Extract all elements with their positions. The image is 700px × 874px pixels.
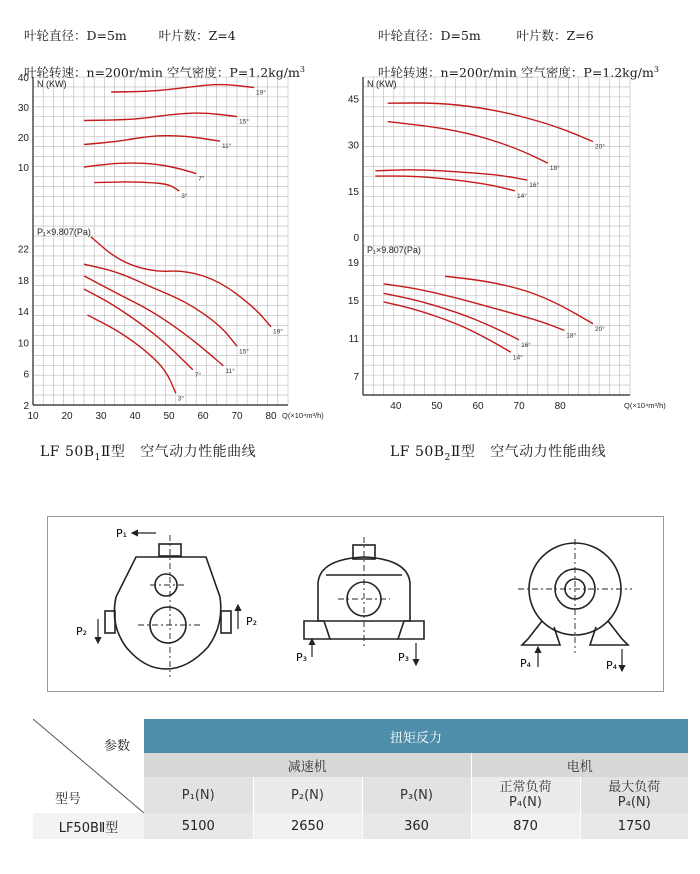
reducer-header: 减速机	[144, 753, 471, 777]
col-p2: P₂(N)	[253, 777, 362, 813]
right-lower-y-tick-label: 11	[348, 334, 359, 345]
cell-p4-max: 1750	[580, 813, 688, 839]
right-upper-curve-label: 14°	[516, 192, 527, 200]
right-header-blades: 叶片数：Z=6	[516, 28, 594, 43]
corner-diagonal	[33, 719, 144, 813]
right-header-diameter: 叶轮直径：D=5m	[377, 28, 481, 43]
col-p4-normal-line1: 正常负荷	[499, 780, 552, 795]
left-x-tick-label: 40	[129, 411, 141, 422]
right-upper-y-axis-label: N (KW)	[367, 79, 397, 89]
reducer-side-view	[105, 535, 231, 677]
right-caption-model: LF 50B	[390, 444, 445, 460]
force-diagram	[48, 517, 663, 691]
left-caption-title: 空气动力性能曲线	[140, 444, 257, 460]
left-lower-y-axis-label: P₁×9.807(Pa)	[37, 227, 91, 237]
left-x-tick-label: 50	[163, 411, 175, 422]
left-caption-model: LF 50B	[40, 444, 95, 460]
p2-left-label: P₂	[76, 625, 88, 638]
left-x-tick-label: 20	[61, 411, 73, 422]
force-diagram-panel	[47, 516, 664, 692]
right-header-density: 空气密度：P=1.2kg/m	[520, 65, 654, 81]
col-p1: P₁(N)	[144, 777, 253, 813]
cell-p1: 5100	[144, 813, 253, 839]
left-upper-curve-label: 11°	[222, 143, 232, 151]
right-upper-curve-label: 20°	[595, 143, 605, 151]
left-lower-curve-7deg	[84, 289, 193, 370]
left-header-diameter: 叶轮直径：D=5m	[23, 28, 127, 43]
left-header-speed: 叶轮转速：n=200r/min	[23, 65, 163, 81]
right-lower-y-tick-label: 15	[347, 296, 359, 307]
left-upper-curve-label: 3°	[181, 193, 188, 200]
right-lower-curve-18deg	[384, 284, 565, 331]
p4-left-label: P₄	[520, 657, 532, 670]
motor-end-view	[518, 539, 632, 653]
left-chart-caption	[40, 441, 256, 463]
right-caption-suffix: Ⅱ型	[450, 444, 476, 460]
right-lower-curve-label: 16°	[521, 341, 531, 349]
left-upper-curve-7deg	[84, 163, 196, 174]
right-upper-curve-label: 16°	[529, 182, 540, 190]
right-upper-curve-18deg	[388, 122, 548, 164]
right-upper-y-tick-label: 0	[353, 233, 359, 244]
motor-header: 电机	[471, 753, 688, 777]
corner-param-label: 参数	[103, 739, 130, 754]
p2-right-label: P₂	[246, 615, 258, 628]
right-upper-y-tick-label: 45	[347, 94, 359, 106]
right-lower-curve-label: 20°	[595, 325, 605, 333]
cell-p4-normal: 870	[471, 813, 580, 839]
right-x-tick-label: 70	[513, 401, 525, 412]
left-upper-y-tick-label: 40	[17, 73, 29, 84]
left-lower-curve-15deg	[84, 264, 237, 346]
left-lower-curve-11deg	[84, 276, 223, 366]
right-header-speed: 叶轮转速：n=200r/min	[377, 65, 517, 81]
left-lower-curve-label: 3°	[177, 395, 185, 403]
corner-model-label: 型号	[55, 792, 82, 807]
right-upper-curve-16deg	[375, 170, 527, 180]
table-corner-cell	[33, 719, 144, 813]
left-header-density: 空气密度：P=1.2kg/m	[166, 65, 300, 81]
left-lower-y-tick-label: 18	[17, 275, 29, 287]
right-upper-curve-label: 18°	[549, 165, 560, 173]
right-lower-curve-label: 18°	[566, 332, 577, 340]
left-x-tick-label: 30	[95, 411, 107, 422]
left-x-tick-label: 60	[197, 411, 209, 422]
p3-right-label: P₃	[398, 651, 410, 664]
left-upper-curve-label: 15°	[239, 118, 249, 126]
col-p4-max-line1: 最大负荷	[608, 780, 661, 795]
left-x-tick-label: 80	[265, 411, 277, 422]
left-header-blades: 叶片数：Z=4	[158, 28, 236, 43]
left-lower-curve-label: 15°	[239, 348, 249, 356]
right-upper-y-tick-label: 15	[347, 186, 359, 198]
left-lower-y-tick-label: 2	[23, 401, 29, 412]
p1-label: P₁	[116, 527, 128, 540]
left-lower-curve-19deg	[91, 237, 271, 327]
left-lower-y-tick-label: 10	[17, 338, 29, 350]
right-caption-sub: 2	[444, 452, 451, 463]
right-x-tick-label: 40	[390, 401, 402, 412]
right-x-axis-label: Q(×10⁴m³/h)	[624, 401, 666, 410]
col-p4-max-line2: P₄(N)	[617, 795, 651, 810]
right-upper-y-tick-label: 30	[347, 140, 359, 152]
left-upper-curve-label: 19°	[256, 89, 266, 97]
col-p4-max	[580, 777, 688, 813]
col-p3: P₃(N)	[362, 777, 471, 813]
left-upper-y-tick-label: 20	[17, 133, 29, 144]
right-header-density-sup: 3	[653, 65, 659, 74]
col-p4-normal	[471, 777, 580, 813]
p3-left-label: P₃	[296, 651, 308, 664]
left-upper-y-tick-label: 10	[17, 163, 29, 174]
right-chart-caption	[390, 441, 606, 463]
left-upper-y-tick-label: 30	[17, 103, 29, 114]
left-upper-curve-19deg	[111, 85, 254, 92]
cell-p3: 360	[362, 813, 471, 839]
left-caption-suffix: Ⅱ型	[100, 444, 126, 460]
left-lower-curve-label: 19°	[273, 328, 283, 336]
row-model-label: LF50BⅡ型	[33, 813, 144, 839]
cell-p2: 2650	[253, 813, 362, 839]
left-caption-sub: 1	[94, 452, 101, 463]
p4-right-label: P₄	[606, 659, 618, 672]
left-upper-curve-label: 7°	[198, 175, 205, 183]
left-header-density-sup: 3	[299, 65, 305, 74]
col-p4-normal-line2: P₄(N)	[509, 795, 542, 810]
right-x-tick-label: 80	[554, 401, 566, 412]
right-upper-curve-20deg	[388, 103, 593, 142]
left-x-tick-label: 10	[27, 411, 39, 422]
torque-reaction-table	[33, 719, 688, 839]
left-upper-y-axis-label: N (KW)	[37, 79, 67, 89]
right-lower-y-tick-label: 7	[353, 372, 359, 383]
reducer-front-view	[304, 537, 424, 647]
right-lower-y-tick-label: 19	[347, 258, 359, 269]
right-x-tick-label: 60	[472, 401, 484, 412]
torque-reaction-header: 扭矩反力	[144, 719, 688, 753]
left-lower-curve-3deg	[87, 315, 175, 393]
right-caption-title: 空气动力性能曲线	[490, 444, 607, 460]
left-x-axis-label: Q(×10⁴m³/h)	[282, 411, 324, 420]
left-lower-y-tick-label: 14	[17, 307, 29, 319]
right-x-tick-label: 50	[431, 401, 443, 412]
left-lower-curve-label: 11°	[225, 367, 235, 375]
left-lower-y-tick-label: 6	[23, 369, 29, 381]
right-lower-curve-label: 14°	[512, 354, 523, 362]
left-lower-y-tick-label: 22	[17, 244, 29, 256]
left-x-tick-label: 70	[231, 411, 243, 422]
left-lower-curve-label: 7°	[194, 371, 202, 379]
right-lower-y-axis-label: P₁×9.807(Pa)	[367, 245, 421, 255]
